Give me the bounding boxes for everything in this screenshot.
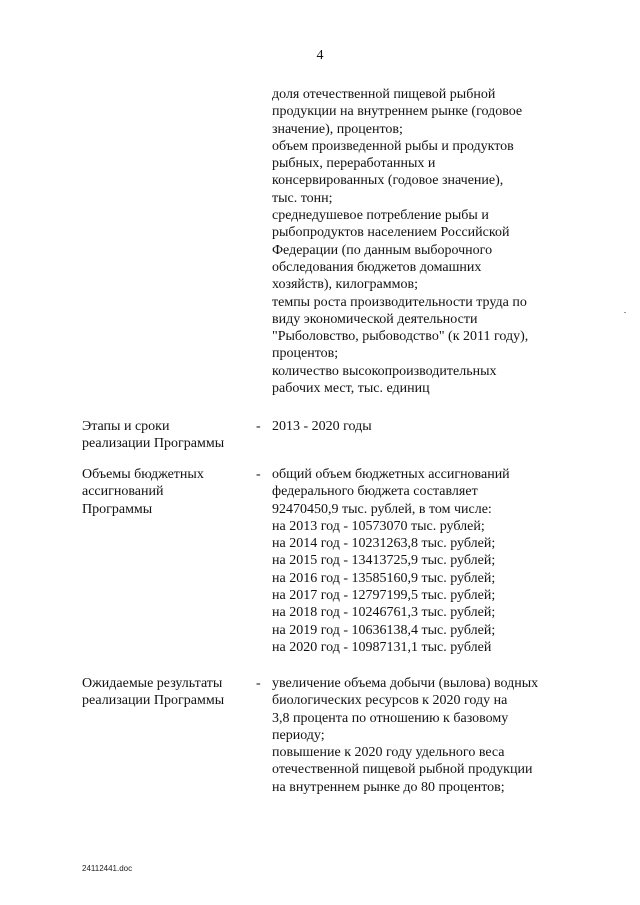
label-line: Объемы бюджетных bbox=[82, 467, 204, 482]
value-line: повышение к 2020 году удельного веса bbox=[272, 745, 505, 761]
value-line: 92470450,9 тыс. рублей, в том числе: bbox=[272, 501, 492, 517]
indicator-line: количество высокопроизводительных bbox=[272, 363, 497, 379]
row-value bbox=[272, 675, 572, 796]
indicator-line: виду экономической деятельности bbox=[272, 311, 478, 327]
indicator-line: тыс. тонн; bbox=[272, 190, 333, 206]
indicator-line: Федерации (по данным выборочного bbox=[272, 242, 493, 258]
indicator-line: значение), процентов; bbox=[272, 121, 403, 137]
indicator-line: объем произведенной рыбы и продуктов bbox=[272, 138, 514, 154]
value-line: на 2019 год - 10636138,4 тыс. рублей; bbox=[272, 622, 496, 638]
indicator-line: обследования бюджетов домашних bbox=[272, 259, 482, 275]
row-dash: - bbox=[256, 676, 261, 691]
value-line: на 2018 год - 10246761,3 тыс. рублей; bbox=[272, 605, 496, 621]
value-line: на 2016 год - 13585160,9 тыс. рублей; bbox=[272, 570, 496, 586]
row-label bbox=[82, 418, 252, 453]
indicator-line: доля отечественной пищевой рыбной bbox=[272, 87, 496, 102]
value-line: на 2014 год - 10231263,8 тыс. рублей; bbox=[272, 536, 496, 552]
row-dash: - bbox=[256, 419, 261, 434]
indicator-line: продукции на внутреннем рынке (годовое bbox=[272, 104, 523, 120]
page-number: 4 bbox=[316, 48, 324, 63]
label-line: ассигнований bbox=[82, 484, 164, 500]
indicator-line: "Рыболовство, рыбоводство" (к 2011 году), bbox=[272, 329, 529, 345]
row-value bbox=[272, 466, 572, 656]
value-line: на 2015 год - 13413725,9 тыс. рублей; bbox=[272, 553, 496, 569]
value-line: отечественной пищевой рыбной продукции bbox=[272, 762, 533, 778]
row-value bbox=[272, 418, 572, 435]
label-line: реализации Программы bbox=[82, 693, 225, 709]
scan-mark bbox=[624, 312, 626, 313]
value-line: федерального бюджета составляет bbox=[272, 484, 478, 500]
label-line: Этапы и сроки bbox=[82, 419, 170, 434]
value-line: биологических ресурсов к 2020 году на bbox=[272, 693, 508, 709]
row-label bbox=[82, 675, 252, 710]
value-line: увеличение объема добычи (вылова) водных bbox=[272, 676, 539, 691]
label-line: Ожидаемые результаты bbox=[82, 676, 223, 691]
value-line: периоду; bbox=[272, 727, 325, 743]
row-dash: - bbox=[256, 467, 261, 482]
indicator-line: темпы роста производительности труда по bbox=[272, 294, 527, 310]
value-line: на 2017 год - 12797199,5 тыс. рублей; bbox=[272, 588, 496, 604]
label-line: Программы bbox=[82, 501, 153, 517]
indicator-line: процентов; bbox=[272, 346, 339, 362]
row-label bbox=[82, 466, 252, 518]
indicator-line: рыбопродуктов населением Российской bbox=[272, 225, 510, 241]
label-line: реализации Программы bbox=[82, 436, 225, 452]
indicator-line: хозяйств), килограммов; bbox=[272, 277, 418, 293]
file-name-footer: 24112441.doc bbox=[82, 864, 133, 873]
value-line: 3,8 процента по отношению к базовому bbox=[272, 710, 509, 726]
value-line: на внутреннем рынке до 80 процентов; bbox=[272, 779, 505, 795]
indicator-line: среднедушевое потребление рыбы и bbox=[272, 208, 489, 224]
indicator-line: рабочих мест, тыс. единиц bbox=[272, 381, 430, 397]
indicator-line: консервированных (годовое значение), bbox=[272, 173, 504, 189]
value-line: 2013 - 2020 годы bbox=[272, 419, 372, 434]
indicator-line: рыбных, переработанных и bbox=[272, 156, 436, 172]
value-line: общий объем бюджетных ассигнований bbox=[272, 467, 510, 482]
continued-indicators bbox=[272, 86, 572, 397]
value-line: на 2020 год - 10987131,1 тыс. рублей bbox=[272, 639, 492, 655]
value-line: на 2013 год - 10573070 тыс. рублей; bbox=[272, 518, 485, 534]
